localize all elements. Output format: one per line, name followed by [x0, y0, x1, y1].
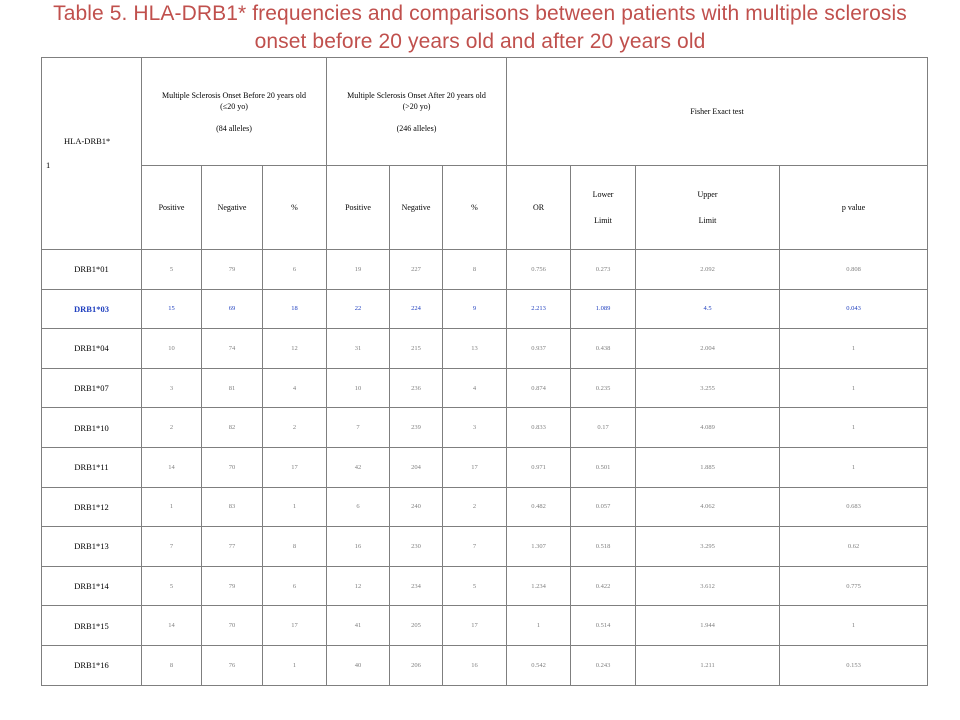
table-body: [42, 250, 928, 686]
or-cell: 0.756: [507, 250, 571, 290]
after-negative-cell: 240: [390, 487, 443, 527]
upper-limit-cell: 1.944: [636, 606, 780, 646]
fisher-header: Fisher Exact test: [507, 58, 928, 166]
group-before-title: Multiple Sclerosis Onset Before 20 years old: [162, 90, 306, 100]
or-cell: 1.307: [507, 527, 571, 567]
lower-limit-cell: 0.235: [571, 368, 636, 408]
lower-limit-cell: 0.501: [571, 447, 636, 487]
before-percent-cell: 6: [263, 250, 327, 290]
table-row: [42, 408, 928, 448]
or-cell: 0.874: [507, 368, 571, 408]
allele-cell: DRB1*04: [42, 329, 142, 369]
after-percent-cell: 7: [443, 527, 507, 567]
pvalue-cell: 0.62: [780, 527, 928, 567]
subheader-before-percent: %: [263, 166, 327, 250]
before-percent-cell: 17: [263, 447, 327, 487]
allele-cell: DRB1*13: [42, 527, 142, 567]
after-percent-cell: 2: [443, 487, 507, 527]
pvalue-cell: 1: [780, 368, 928, 408]
or-cell: 0.833: [507, 408, 571, 448]
pvalue-cell: 0.683: [780, 487, 928, 527]
pvalue-cell: 1: [780, 408, 928, 448]
group-before-alleles: (84 alleles): [216, 123, 252, 133]
before-negative-cell: 76: [202, 645, 263, 685]
upper-limit-cell: 2.004: [636, 329, 780, 369]
before-negative-cell: 82: [202, 408, 263, 448]
after-negative-cell: 236: [390, 368, 443, 408]
table-row: [42, 606, 928, 646]
after-percent-cell: 13: [443, 329, 507, 369]
gene-header-suffix: 1: [46, 160, 51, 170]
table-row: [42, 250, 928, 290]
group-after-alleles: (246 alleles): [396, 123, 437, 133]
subheader-upper-2: Limit: [698, 215, 717, 225]
subheader-row: [42, 166, 928, 250]
before-positive-cell: 15: [142, 289, 202, 329]
table-row: [42, 527, 928, 567]
upper-limit-cell: 3.255: [636, 368, 780, 408]
before-negative-cell: 81: [202, 368, 263, 408]
before-positive-cell: 8: [142, 645, 202, 685]
table-title: [0, 0, 960, 56]
allele-cell: DRB1*12: [42, 487, 142, 527]
before-percent-cell: 17: [263, 606, 327, 646]
after-percent-cell: 16: [443, 645, 507, 685]
table-row: [42, 289, 928, 329]
lower-limit-cell: 0.514: [571, 606, 636, 646]
table-row: [42, 566, 928, 606]
after-negative-cell: 224: [390, 289, 443, 329]
before-negative-cell: 77: [202, 527, 263, 567]
table-row: [42, 447, 928, 487]
table-row: [42, 487, 928, 527]
before-percent-cell: 1: [263, 487, 327, 527]
before-positive-cell: 14: [142, 606, 202, 646]
allele-cell: DRB1*07: [42, 368, 142, 408]
before-negative-cell: 69: [202, 289, 263, 329]
pvalue-cell: 0.043: [780, 289, 928, 329]
after-percent-cell: 17: [443, 606, 507, 646]
upper-limit-cell: 4.089: [636, 408, 780, 448]
before-percent-cell: 6: [263, 566, 327, 606]
allele-cell: DRB1*03: [42, 289, 142, 329]
before-percent-cell: 1: [263, 645, 327, 685]
subheader-upper-limit: [636, 166, 780, 250]
after-positive-cell: 6: [327, 487, 390, 527]
or-cell: 0.937: [507, 329, 571, 369]
lower-limit-cell: 0.518: [571, 527, 636, 567]
lower-limit-cell: 0.438: [571, 329, 636, 369]
table-row: [42, 329, 928, 369]
subheader-lower-limit: [571, 166, 636, 250]
after-negative-cell: 239: [390, 408, 443, 448]
allele-cell: DRB1*01: [42, 250, 142, 290]
subheader-after-positive: Positive: [327, 166, 390, 250]
before-positive-cell: 3: [142, 368, 202, 408]
before-negative-cell: 70: [202, 606, 263, 646]
after-percent-cell: 3: [443, 408, 507, 448]
after-percent-cell: 8: [443, 250, 507, 290]
before-percent-cell: 18: [263, 289, 327, 329]
upper-limit-cell: 2.092: [636, 250, 780, 290]
after-positive-cell: 19: [327, 250, 390, 290]
subheader-upper-1: Upper: [697, 189, 718, 199]
after-positive-cell: 10: [327, 368, 390, 408]
subheader-lower-1: Lower: [592, 189, 614, 199]
after-percent-cell: 9: [443, 289, 507, 329]
before-negative-cell: 79: [202, 250, 263, 290]
subheader-or: OR: [507, 166, 571, 250]
before-positive-cell: 10: [142, 329, 202, 369]
pvalue-cell: 0.775: [780, 566, 928, 606]
title-line-1: Table 5. HLA-DRB1* frequencies and comparisons between patients with multiple sclerosis: [53, 2, 907, 25]
after-positive-cell: 42: [327, 447, 390, 487]
before-positive-cell: 5: [142, 566, 202, 606]
pvalue-cell: 0.808: [780, 250, 928, 290]
before-negative-cell: 70: [202, 447, 263, 487]
upper-limit-cell: 4.062: [636, 487, 780, 527]
upper-limit-cell: 3.295: [636, 527, 780, 567]
after-negative-cell: 206: [390, 645, 443, 685]
after-negative-cell: 215: [390, 329, 443, 369]
or-cell: 1.234: [507, 566, 571, 606]
before-positive-cell: 1: [142, 487, 202, 527]
or-cell: 0.542: [507, 645, 571, 685]
pvalue-cell: 1: [780, 606, 928, 646]
after-positive-cell: 16: [327, 527, 390, 567]
before-negative-cell: 79: [202, 566, 263, 606]
pvalue-cell: 1: [780, 329, 928, 369]
or-cell: 1: [507, 606, 571, 646]
lower-limit-cell: 0.273: [571, 250, 636, 290]
table-row: [42, 645, 928, 685]
subheader-before-positive: Positive: [142, 166, 202, 250]
title-line-2: onset before 20 years old and after 20 years old: [254, 30, 706, 53]
after-positive-cell: 7: [327, 408, 390, 448]
group-header-row: [42, 58, 928, 166]
before-percent-cell: 8: [263, 527, 327, 567]
before-positive-cell: 2: [142, 408, 202, 448]
group-before-header: [142, 58, 327, 166]
subheader-lower-2: Limit: [594, 215, 612, 225]
pvalue-cell: 1: [780, 447, 928, 487]
after-positive-cell: 40: [327, 645, 390, 685]
hla-drb1-table: [41, 57, 928, 686]
lower-limit-cell: 0.057: [571, 487, 636, 527]
or-cell: 0.971: [507, 447, 571, 487]
before-percent-cell: 12: [263, 329, 327, 369]
gene-header-label: HLA-DRB1*: [64, 136, 111, 146]
or-cell: 0.482: [507, 487, 571, 527]
subheader-after-percent: %: [443, 166, 507, 250]
or-cell: 2.213: [507, 289, 571, 329]
after-positive-cell: 41: [327, 606, 390, 646]
table-row: [42, 368, 928, 408]
before-percent-cell: 2: [263, 408, 327, 448]
after-negative-cell: 204: [390, 447, 443, 487]
subheader-after-negative: Negative: [390, 166, 443, 250]
after-positive-cell: 12: [327, 566, 390, 606]
group-after-age: (>20 yo): [402, 101, 431, 111]
after-negative-cell: 227: [390, 250, 443, 290]
upper-limit-cell: 4.5: [636, 289, 780, 329]
lower-limit-cell: 0.17: [571, 408, 636, 448]
after-negative-cell: 230: [390, 527, 443, 567]
allele-cell: DRB1*14: [42, 566, 142, 606]
pvalue-cell: 0.153: [780, 645, 928, 685]
after-percent-cell: 4: [443, 368, 507, 408]
after-percent-cell: 5: [443, 566, 507, 606]
lower-limit-cell: 1.089: [571, 289, 636, 329]
after-negative-cell: 234: [390, 566, 443, 606]
gene-header-cell: [42, 58, 142, 250]
allele-cell: DRB1*16: [42, 645, 142, 685]
group-before-age: (≤20 yo): [220, 101, 248, 111]
after-percent-cell: 17: [443, 447, 507, 487]
subheader-pvalue: p value: [780, 166, 928, 250]
before-negative-cell: 74: [202, 329, 263, 369]
group-after-header: [327, 58, 507, 166]
lower-limit-cell: 0.422: [571, 566, 636, 606]
before-positive-cell: 5: [142, 250, 202, 290]
allele-cell: DRB1*11: [42, 447, 142, 487]
before-negative-cell: 83: [202, 487, 263, 527]
group-after-title: Multiple Sclerosis Onset After 20 years old: [347, 90, 486, 100]
after-positive-cell: 22: [327, 289, 390, 329]
subheader-before-negative: Negative: [202, 166, 263, 250]
after-negative-cell: 205: [390, 606, 443, 646]
after-positive-cell: 31: [327, 329, 390, 369]
upper-limit-cell: 3.612: [636, 566, 780, 606]
allele-cell: DRB1*10: [42, 408, 142, 448]
lower-limit-cell: 0.243: [571, 645, 636, 685]
before-positive-cell: 7: [142, 527, 202, 567]
before-positive-cell: 14: [142, 447, 202, 487]
upper-limit-cell: 1.211: [636, 645, 780, 685]
upper-limit-cell: 1.885: [636, 447, 780, 487]
allele-cell: DRB1*15: [42, 606, 142, 646]
before-percent-cell: 4: [263, 368, 327, 408]
